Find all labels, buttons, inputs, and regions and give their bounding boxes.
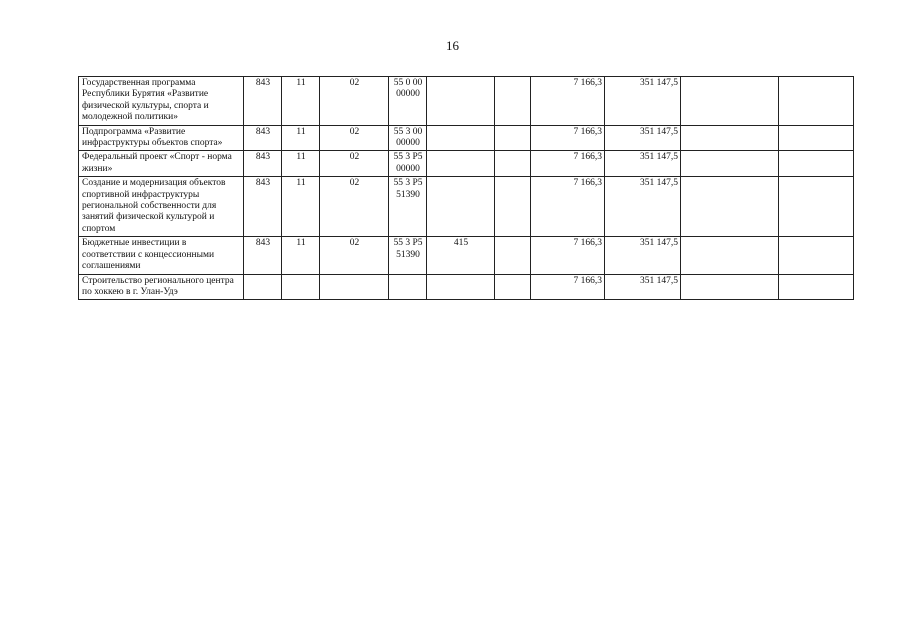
amount-cell-3 [681, 177, 779, 237]
target-article-cell: 55 3 00 00000 [389, 125, 427, 151]
amount-cell-3 [681, 151, 779, 177]
row-name-cell: Строительство регионального центра по хоккею в г. Улан-Удэ [79, 274, 244, 300]
section-code-cell: 11 [282, 125, 320, 151]
amount-cell-4 [779, 274, 854, 300]
amount-cell-4 [779, 125, 854, 151]
amount-cell-4 [779, 77, 854, 126]
amount-cell-4 [779, 151, 854, 177]
amount-cell-3 [681, 125, 779, 151]
expense-type-cell [427, 77, 495, 126]
empty-cell [495, 77, 531, 126]
table-row [79, 151, 854, 177]
amount-cell-2: 351 147,5 [605, 125, 681, 151]
row-name-cell: Создание и модернизация объектов спортивной инфраструктуры региональной собственности для занятий физической культурой и спортом [79, 177, 244, 237]
row-name-cell: Федеральный проект «Спорт - норма жизни» [79, 151, 244, 177]
row-name-cell: Государственная программа Республики Бурятия «Развитие физической культуры, спорта и молодежной политики» [79, 77, 244, 126]
budget-table [78, 76, 854, 300]
subsection-code-cell: 02 [320, 237, 389, 274]
grbs-code-cell: 843 [244, 237, 282, 274]
amount-cell-1: 7 166,3 [531, 151, 605, 177]
table-row [79, 177, 854, 237]
target-article-cell: 55 3 P5 51390 [389, 237, 427, 274]
target-article-cell: 55 3 P5 00000 [389, 151, 427, 177]
section-code-cell: 11 [282, 77, 320, 126]
grbs-code-cell: 843 [244, 125, 282, 151]
amount-cell-4 [779, 237, 854, 274]
subsection-code-cell [320, 274, 389, 300]
empty-cell [495, 237, 531, 274]
amount-cell-3 [681, 237, 779, 274]
amount-cell-2: 351 147,5 [605, 274, 681, 300]
section-code-cell [282, 274, 320, 300]
expense-type-cell [427, 177, 495, 237]
page-number: 16 [446, 38, 459, 53]
table-row [79, 77, 854, 126]
amount-cell-1: 7 166,3 [531, 77, 605, 126]
target-article-cell: 55 3 P5 51390 [389, 177, 427, 237]
amount-cell-1: 7 166,3 [531, 125, 605, 151]
row-name-cell: Бюджетные инвестиции в соответствии с концессионными соглашениями [79, 237, 244, 274]
subsection-code-cell: 02 [320, 77, 389, 126]
amount-cell-1: 7 166,3 [531, 274, 605, 300]
table-row [79, 237, 854, 274]
amount-cell-1: 7 166,3 [531, 177, 605, 237]
grbs-code-cell: 843 [244, 77, 282, 126]
grbs-code-cell [244, 274, 282, 300]
empty-cell [495, 177, 531, 237]
empty-cell [495, 274, 531, 300]
amount-cell-2: 351 147,5 [605, 77, 681, 126]
grbs-code-cell: 843 [244, 177, 282, 237]
grbs-code-cell: 843 [244, 151, 282, 177]
expense-type-cell: 415 [427, 237, 495, 274]
amount-cell-2: 351 147,5 [605, 151, 681, 177]
expense-type-cell [427, 125, 495, 151]
row-name-cell: Подпрограмма «Развитие инфраструктуры объектов спорта» [79, 125, 244, 151]
subsection-code-cell: 02 [320, 177, 389, 237]
section-code-cell: 11 [282, 151, 320, 177]
section-code-cell: 11 [282, 237, 320, 274]
amount-cell-4 [779, 177, 854, 237]
expense-type-cell [427, 151, 495, 177]
subsection-code-cell: 02 [320, 125, 389, 151]
table-row [79, 274, 854, 300]
amount-cell-3 [681, 274, 779, 300]
table-body [79, 77, 854, 300]
table-row [79, 125, 854, 151]
expense-type-cell [427, 274, 495, 300]
amount-cell-3 [681, 77, 779, 126]
section-code-cell: 11 [282, 177, 320, 237]
empty-cell [495, 151, 531, 177]
amount-cell-2: 351 147,5 [605, 177, 681, 237]
amount-cell-1: 7 166,3 [531, 237, 605, 274]
target-article-cell: 55 0 00 00000 [389, 77, 427, 126]
subsection-code-cell: 02 [320, 151, 389, 177]
empty-cell [495, 125, 531, 151]
target-article-cell [389, 274, 427, 300]
amount-cell-2: 351 147,5 [605, 237, 681, 274]
